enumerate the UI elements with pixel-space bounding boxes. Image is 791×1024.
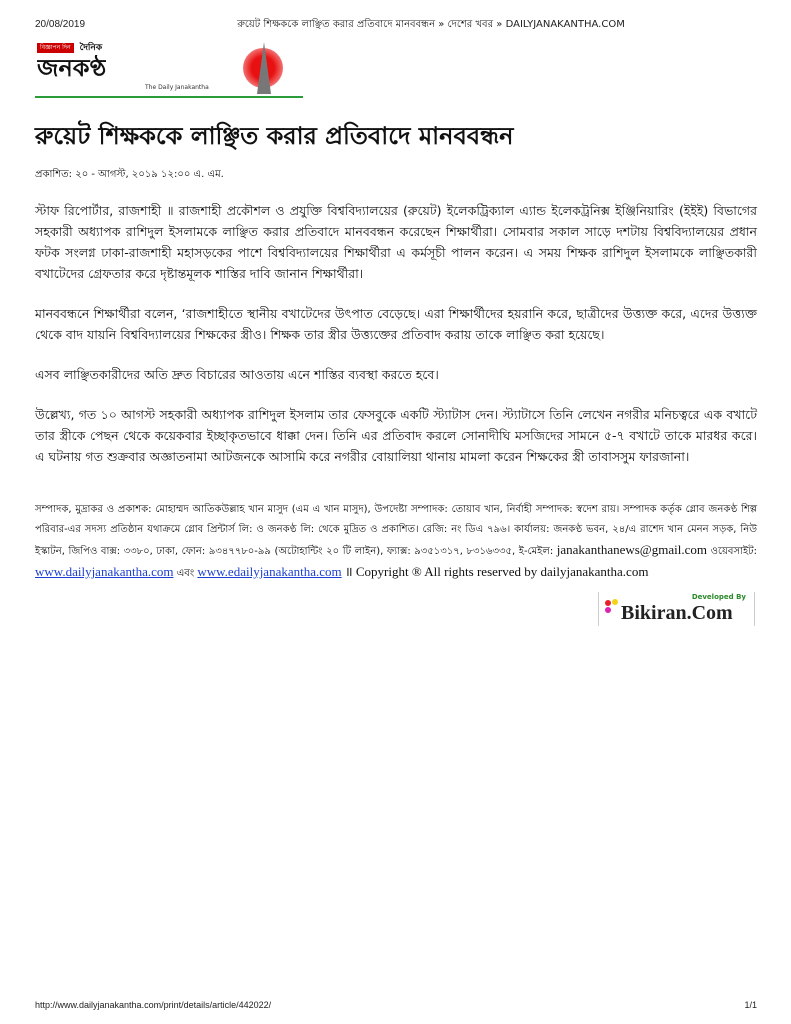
page-number: 1/1	[744, 1000, 757, 1010]
paragraph: স্টাফ রিপোর্টার, রাজশাহী ॥ রাজশাহী প্রকৌশল ও প্রযুক্তি বিশ্ববিদ্যালয়ের (রুয়েট) ইলেকট্রিক্যাল এ্যান্ড ইলেকট্রনিক্স ইঞ্জিনিয়ারিং (ইইই) বিভাগের সহকারী অধ্যাপক রাশিদুল ইসলামকে লাঞ্ছিত করার প্রতিবাদে মানববন্ধন করেছেন শিক্ষার্থীরা। সোমবার সকাল সাড়ে দশটায় বিশ্ববিদ্যালয়ের প্রধান ফটক সংলগ্ন ঢাকা-রাজশাহী মহাসড়কের পাশে বিশ্ববিদ্যালয়ের শিক্ষার্থীরা এ কর্মসূচী পালন করেন। এ সময় শিক্ষক রাশিদুল ইসলামকে লাঞ্ছিতকারী বখাটেদের গ্রেফতার করে দৃষ্টান্তমূলক শাস্তির দাবি জানান শিক্ষার্থীরা।	[35, 203, 757, 281]
print-header	[35, 17, 757, 34]
paragraph: মানববন্ধনে শিক্ষার্থীরা বলেন, ‘রাজশাহীতে স্থানীয় বখাটেদের উৎপাত বেড়েছে। এরা শিক্ষার্থীদের হয়রানি করে, ছাত্রীদের উত্ত্যক্ত করে, এদের উত্ত্যক্ত থেকে বাদ যায়নি বিশ্ববিদ্যালয়ের শিক্ষকের স্ত্রীও। শিক্ষক তার স্ত্রীর উত্ত্যক্তের প্রতিবাদ করায় তাকে লাঞ্ছিত করা হয়েছে।	[35, 306, 757, 342]
copyright: ॥ Copyright ® All rights reserved by dailyjanakantha.com	[344, 564, 649, 579]
dot-icon	[605, 600, 611, 606]
logo-subtitle: The Daily Janakantha	[145, 84, 209, 91]
logo-underline	[35, 96, 303, 98]
print-page-title: রুয়েট শিক্ষককে লাঞ্ছিত করার প্রতিবাদে মানববন্ধন » দেশের খবর » DAILYJANAKANTHA.COM	[237, 19, 625, 30]
website-label: ওয়েবসাইট:	[710, 546, 757, 557]
developed-by-label: Developed By	[691, 593, 746, 601]
developer-logo[interactable]	[598, 592, 755, 626]
article-body	[35, 200, 757, 486]
developer-name: Bikiran.Com	[621, 602, 733, 624]
paragraph: এসব লাঞ্ছিতকারীদের অতি দ্রুত বিচারের আওতায় এনে শাস্তির ব্যবস্থা করতে হবে।	[35, 367, 439, 382]
logo-tag: বিজ্ঞাপন দিন	[37, 43, 74, 53]
contact-email[interactable]: janakanthanews@gmail.com	[556, 542, 708, 557]
dot-icon	[605, 607, 611, 613]
logo-name: জনকণ্ঠ	[37, 55, 107, 82]
and-text: এবং	[176, 568, 195, 579]
logo-top-row	[37, 42, 102, 54]
print-date: 20/08/2019	[35, 19, 86, 30]
print-footer	[35, 980, 757, 1010]
published-date: প্রকাশিত: ২০ - আগস্ট, ২০১৯ ১২:০০ এ. এম.	[35, 169, 224, 180]
janakantha-logo[interactable]	[35, 42, 303, 96]
print-url: http://www.dailyjanakantha.com/print/details/article/442022/	[35, 1000, 272, 1010]
site-footer	[35, 500, 757, 584]
article-headline: রুয়েট শিক্ষককে লাঞ্ছিত করার প্রতিবাদে মানববন্ধন	[35, 122, 514, 150]
dot-icon	[612, 599, 618, 605]
paragraph: উল্লেখ্য, গত ১০ আগস্ট সহকারী অধ্যাপক রাশিদুল ইসলাম তার ফেসবুকে একটি স্ট্যাটাস দেন। স্ট্যাটাসে তিনি লেখেন নগরীর মনিচত্বরে এক বখাটে তার স্ত্রীকে পেছন থেকে কয়েকবার ইচ্ছাকৃতভাবে ধাক্কা দেন। তিনি এর প্রতিবাদ করলে সোনাদীঘি মসজিদের সামনে ৫-৭ বখাটে তাকে মারধর করে। এ ঘটনায় গত শুক্রবার অজ্ঞাতনামা আটজনকে আসামি করে নগরীর বোয়ালিয়া থানায় মামলা করেন শিক্ষকের স্ত্রী তাবাসসুম ফারজানা।	[35, 407, 757, 464]
monument-icon	[257, 42, 271, 94]
logo-dainik: দৈনিক	[79, 42, 103, 53]
imprint: সম্পাদক, মুদ্রাকর ও প্রকাশক: মোহাম্মদ আতিকউল্লাহ খান মাসুদ (এম এ খান মাসুদ), উপদেষ্টা সম্পাদক: তোয়াব খান, নির্বাহী সম্পাদক: স্বদেশ রায়। সম্পাদক কর্তৃক গ্লোব জনকণ্ঠ শিল্প পরিবার-এর সদস্য প্রতিষ্ঠান যথাক্রমে গ্লোব প্রিন্টার্স লি: ও জনকণ্ঠ লি: থেকে মুদ্রিত ও প্রকাশিত। রেজি: নং ডিএ ৭৯৬। কার্যালয়: জনকণ্ঠ ভবন, ২৪/এ রাশেদ খান মেনন সড়ক, নিউ ইস্কাটন, জিপিও বাক্স: ৩৩৮০, ঢাকা, ফোন: ৯৩৪৭৭৮০-৯৯ (অটোহান্টিং ২০ টি লাইন), ফ্যাক্স: ৯৩৫১৩১৭, ৮৩১৬৩৩৫, ই-মেইল:	[35, 504, 757, 557]
link-dailyjanakantha[interactable]: www.dailyjanakantha.com	[35, 564, 174, 579]
link-edailyjanakantha[interactable]: www.edailyjanakantha.com	[197, 564, 342, 579]
